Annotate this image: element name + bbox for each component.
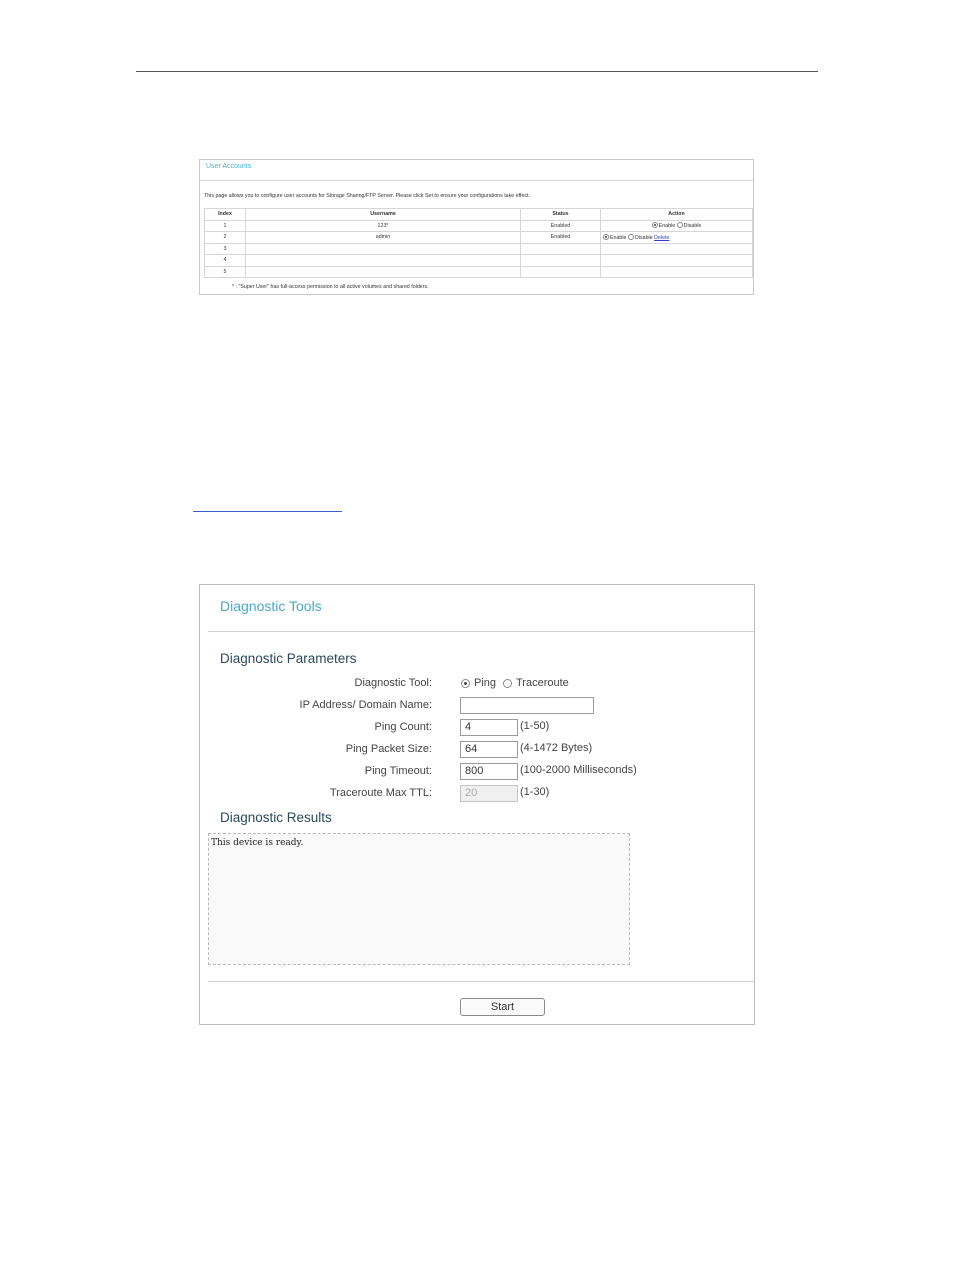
parameters-heading: Diagnostic Parameters: [220, 651, 357, 666]
row-status: [521, 255, 601, 267]
ping-timeout-label: Ping Timeout:: [364, 765, 432, 777]
ping-count-hint: (1-50): [520, 720, 550, 732]
footer-divider: [208, 981, 754, 982]
table-header-row: [205, 209, 753, 221]
super-user-note: * : "Super User" has full-access permission to all active volumes and shared folders.: [232, 284, 429, 290]
enable-label: Enable: [658, 223, 676, 230]
table-row: [205, 232, 753, 244]
diagnostic-tool-label: Diagnostic Tool:: [354, 677, 432, 689]
ip-address-label: IP Address/ Domain Name:: [299, 699, 432, 711]
packet-size-input[interactable]: 64: [460, 741, 518, 758]
disable-radio[interactable]: [628, 234, 634, 240]
disable-label: Disable: [683, 223, 702, 230]
table-row: [205, 220, 753, 232]
page-header-rule: [136, 71, 818, 72]
row-action: [601, 220, 753, 232]
packet-size-label: Ping Packet Size:: [345, 743, 432, 755]
row-username: admin: [246, 232, 521, 244]
results-heading: Diagnostic Results: [220, 810, 332, 825]
row-index: 4: [205, 255, 246, 267]
user-accounts-panel: [199, 159, 754, 295]
column-header-action: Action: [601, 209, 753, 221]
diagnostic-tools-title: Diagnostic Tools: [220, 598, 322, 614]
table-row: [205, 266, 753, 278]
ping-count-input[interactable]: 4: [460, 719, 518, 736]
column-header-username: Username: [246, 209, 521, 221]
row-username: [246, 266, 521, 278]
traceroute-ttl-input: 20: [460, 785, 518, 802]
column-header-status: Status: [521, 209, 601, 221]
ping-count-label: Ping Count:: [374, 721, 432, 733]
diagnostic-tools-panel: [199, 584, 755, 1025]
row-index: 1: [205, 220, 246, 232]
table-row: [205, 243, 753, 255]
table-row: [205, 255, 753, 267]
enable-radio[interactable]: [603, 234, 609, 240]
row-status: Enabled: [521, 232, 601, 244]
title-divider: [208, 631, 754, 632]
disable-label: Disable: [634, 234, 653, 241]
ping-timeout-input[interactable]: 800: [460, 763, 518, 780]
ping-option-label[interactable]: Ping: [474, 677, 497, 689]
row-username: [246, 255, 521, 267]
row-status: Enabled: [521, 220, 601, 232]
traceroute-ttl-hint: (1-30): [520, 786, 550, 798]
row-action: [601, 255, 753, 267]
user-accounts-table: [204, 208, 753, 278]
row-username: [246, 243, 521, 255]
row-action: [601, 232, 753, 244]
packet-size-hint: (4-1472 Bytes): [520, 742, 593, 754]
row-index: 5: [205, 266, 246, 278]
row-username: 123*: [246, 220, 521, 232]
disable-radio[interactable]: [677, 222, 683, 228]
hyperlink-underline: [193, 511, 342, 512]
start-button[interactable]: Start: [460, 998, 545, 1016]
delete-link[interactable]: Delete: [654, 234, 670, 241]
diagnostic-results-textarea[interactable]: This device is ready.: [208, 833, 630, 965]
user-accounts-description: This page allows you to configure user accounts for Storage Sharing/FTP Server. Please click Set to ensure your configurations take effect.: [204, 193, 531, 199]
column-header-index: Index: [205, 209, 246, 221]
row-index: 2: [205, 232, 246, 244]
row-status: [521, 243, 601, 255]
row-status: [521, 266, 601, 278]
ping-timeout-hint: (100-2000 Milliseconds): [520, 764, 637, 776]
traceroute-radio[interactable]: [503, 679, 512, 688]
enable-radio[interactable]: [652, 222, 658, 228]
row-index: 3: [205, 243, 246, 255]
ip-address-input[interactable]: [460, 697, 594, 714]
user-accounts-title: User Accounts: [206, 163, 252, 170]
ping-radio[interactable]: [461, 679, 470, 688]
row-action: [601, 266, 753, 278]
traceroute-option-label[interactable]: Traceroute: [516, 677, 569, 689]
traceroute-ttl-label: Traceroute Max TTL:: [329, 787, 432, 799]
enable-label: Enable: [610, 234, 627, 241]
title-divider: [200, 180, 753, 181]
row-action: [601, 243, 753, 255]
